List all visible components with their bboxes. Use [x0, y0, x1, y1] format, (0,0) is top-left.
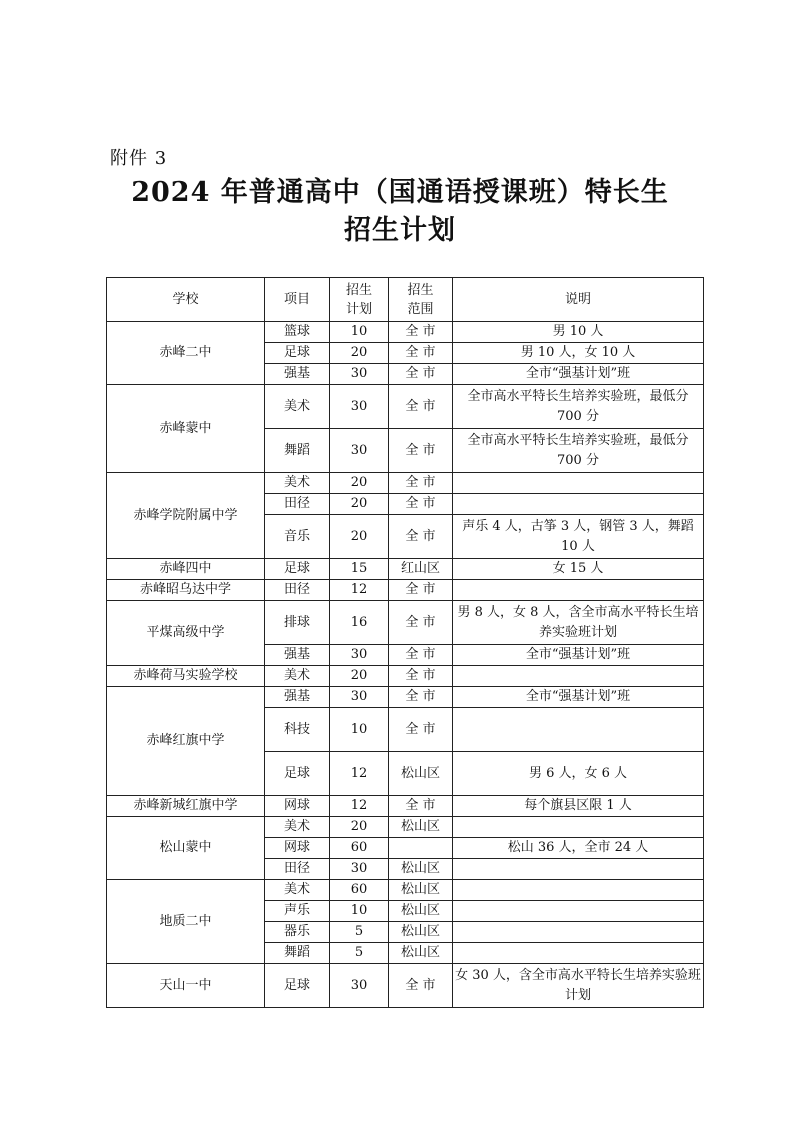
note-cell: 全市高水平特长生培养实验班，最低分 700 分: [453, 385, 704, 429]
note-cell: 声乐 4 人，古筝 3 人，钢管 3 人，舞蹈 10 人: [453, 515, 704, 559]
header-range: [389, 278, 453, 322]
project-cell: 科技: [265, 708, 330, 752]
project-cell: 器乐: [265, 922, 330, 943]
document-subtitle: 招生计划: [344, 215, 456, 246]
header-school: 学校: [107, 278, 265, 322]
plan-count-cell: 20: [330, 515, 389, 559]
range-cell: 红山区: [389, 559, 453, 580]
school-name-cell: 松山蒙中: [107, 817, 265, 880]
header-range-line1: 招生: [407, 282, 434, 298]
project-cell: 美术: [265, 473, 330, 494]
header-plan-line1: 招生: [345, 282, 372, 298]
range-cell: 全 市: [389, 666, 453, 687]
project-cell: 排球: [265, 601, 330, 645]
table-row: [107, 385, 704, 429]
range-cell: [389, 838, 453, 859]
plan-count-cell: 60: [330, 838, 389, 859]
range-cell: 松山区: [389, 922, 453, 943]
table-row: [107, 687, 704, 708]
plan-count-cell: 30: [330, 429, 389, 473]
note-cell: [453, 859, 704, 880]
school-name-cell: 赤峰新城红旗中学: [107, 796, 265, 817]
attachment-label: 附件 3: [110, 148, 168, 169]
plan-count-cell: 12: [330, 796, 389, 817]
range-cell: 全 市: [389, 385, 453, 429]
range-cell: 全 市: [389, 343, 453, 364]
project-cell: 田径: [265, 580, 330, 601]
note-cell: [453, 817, 704, 838]
project-cell: 舞蹈: [265, 429, 330, 473]
note-cell: 全市“强基计划”班: [453, 364, 704, 385]
school-name-cell: 天山一中: [107, 964, 265, 1008]
project-cell: 美术: [265, 880, 330, 901]
table-row: [107, 964, 704, 1008]
plan-count-cell: 60: [330, 880, 389, 901]
note-cell: [453, 473, 704, 494]
table-row: [107, 796, 704, 817]
project-cell: 网球: [265, 796, 330, 817]
header-project: 项目: [265, 278, 330, 322]
note-cell: [453, 666, 704, 687]
note-cell: 女 15 人: [453, 559, 704, 580]
range-cell: 全 市: [389, 964, 453, 1008]
note-cell: [453, 901, 704, 922]
project-cell: 足球: [265, 343, 330, 364]
header-range-line2: 范围: [407, 301, 434, 317]
project-cell: 足球: [265, 752, 330, 796]
table-row: [107, 666, 704, 687]
range-cell: 松山区: [389, 901, 453, 922]
project-cell: 网球: [265, 838, 330, 859]
range-cell: 全 市: [389, 494, 453, 515]
school-name-cell: 赤峰荷马实验学校: [107, 666, 265, 687]
note-cell: [453, 494, 704, 515]
note-cell: 全市高水平特长生培养实验班，最低分 700 分: [453, 429, 704, 473]
plan-count-cell: 20: [330, 473, 389, 494]
range-cell: 全 市: [389, 687, 453, 708]
project-cell: 足球: [265, 559, 330, 580]
plan-count-cell: 30: [330, 645, 389, 666]
range-cell: 全 市: [389, 796, 453, 817]
note-cell: 男 6 人，女 6 人: [453, 752, 704, 796]
plan-count-cell: 10: [330, 901, 389, 922]
project-cell: 美术: [265, 666, 330, 687]
header-note: 说明: [453, 278, 704, 322]
document-title: 2024 年普通高中（国通语授课班）特长生: [131, 177, 669, 208]
table-row: [107, 817, 704, 838]
plan-count-cell: 20: [330, 343, 389, 364]
range-cell: 全 市: [389, 580, 453, 601]
table-row: [107, 880, 704, 901]
range-cell: 全 市: [389, 601, 453, 645]
project-cell: 篮球: [265, 322, 330, 343]
project-cell: 音乐: [265, 515, 330, 559]
range-cell: 全 市: [389, 364, 453, 385]
plan-count-cell: 30: [330, 385, 389, 429]
note-cell: 男 8 人，女 8 人，含全市高水平特长生培养实验班计划: [453, 601, 704, 645]
range-cell: 全 市: [389, 322, 453, 343]
range-cell: 全 市: [389, 515, 453, 559]
table-row: [107, 601, 704, 645]
plan-count-cell: 10: [330, 322, 389, 343]
range-cell: 松山区: [389, 943, 453, 964]
plan-count-cell: 12: [330, 580, 389, 601]
plan-count-cell: 5: [330, 922, 389, 943]
range-cell: 全 市: [389, 429, 453, 473]
header-plan: [330, 278, 389, 322]
school-name-cell: 赤峰昭乌达中学: [107, 580, 265, 601]
note-cell: 每个旗县区限 1 人: [453, 796, 704, 817]
note-cell: [453, 580, 704, 601]
project-cell: 田径: [265, 859, 330, 880]
plan-count-cell: 30: [330, 964, 389, 1008]
plan-count-cell: 12: [330, 752, 389, 796]
project-cell: 强基: [265, 687, 330, 708]
school-name-cell: 地质二中: [107, 880, 265, 964]
school-name-cell: 平煤高级中学: [107, 601, 265, 666]
school-name-cell: 赤峰四中: [107, 559, 265, 580]
range-cell: 松山区: [389, 817, 453, 838]
plan-count-cell: 20: [330, 817, 389, 838]
note-cell: 全市“强基计划”班: [453, 645, 704, 666]
table-header-row: [107, 278, 704, 322]
plan-count-cell: 15: [330, 559, 389, 580]
plan-count-cell: 5: [330, 943, 389, 964]
project-cell: 强基: [265, 645, 330, 666]
range-cell: 松山区: [389, 752, 453, 796]
note-cell: 男 10 人，女 10 人: [453, 343, 704, 364]
project-cell: 田径: [265, 494, 330, 515]
range-cell: 全 市: [389, 473, 453, 494]
note-cell: [453, 922, 704, 943]
plan-count-cell: 30: [330, 687, 389, 708]
table-body: [107, 322, 704, 1008]
header-plan-line2: 计划: [345, 301, 372, 317]
range-cell: 松山区: [389, 859, 453, 880]
project-cell: 舞蹈: [265, 943, 330, 964]
school-name-cell: 赤峰蒙中: [107, 385, 265, 473]
plan-count-cell: 10: [330, 708, 389, 752]
project-cell: 足球: [265, 964, 330, 1008]
table-row: [107, 473, 704, 494]
note-cell: 松山 36 人，全市 24 人: [453, 838, 704, 859]
school-name-cell: 赤峰二中: [107, 322, 265, 385]
note-cell: [453, 943, 704, 964]
project-cell: 美术: [265, 385, 330, 429]
note-cell: [453, 708, 704, 752]
project-cell: 美术: [265, 817, 330, 838]
range-cell: 松山区: [389, 880, 453, 901]
note-cell: 全市“强基计划”班: [453, 687, 704, 708]
note-cell: 男 10 人: [453, 322, 704, 343]
table-row: [107, 322, 704, 343]
project-cell: 声乐: [265, 901, 330, 922]
school-name-cell: 赤峰红旗中学: [107, 687, 265, 796]
plan-count-cell: 20: [330, 494, 389, 515]
range-cell: 全 市: [389, 708, 453, 752]
range-cell: 全 市: [389, 645, 453, 666]
table-row: [107, 559, 704, 580]
plan-count-cell: 30: [330, 859, 389, 880]
note-cell: 女 30 人，含全市高水平特长生培养实验班计划: [453, 964, 704, 1008]
school-name-cell: 赤峰学院附属中学: [107, 473, 265, 559]
plan-count-cell: 20: [330, 666, 389, 687]
enrollment-plan-table: [106, 277, 704, 1008]
plan-count-cell: 16: [330, 601, 389, 645]
plan-count-cell: 30: [330, 364, 389, 385]
note-cell: [453, 880, 704, 901]
project-cell: 强基: [265, 364, 330, 385]
table-row: [107, 580, 704, 601]
